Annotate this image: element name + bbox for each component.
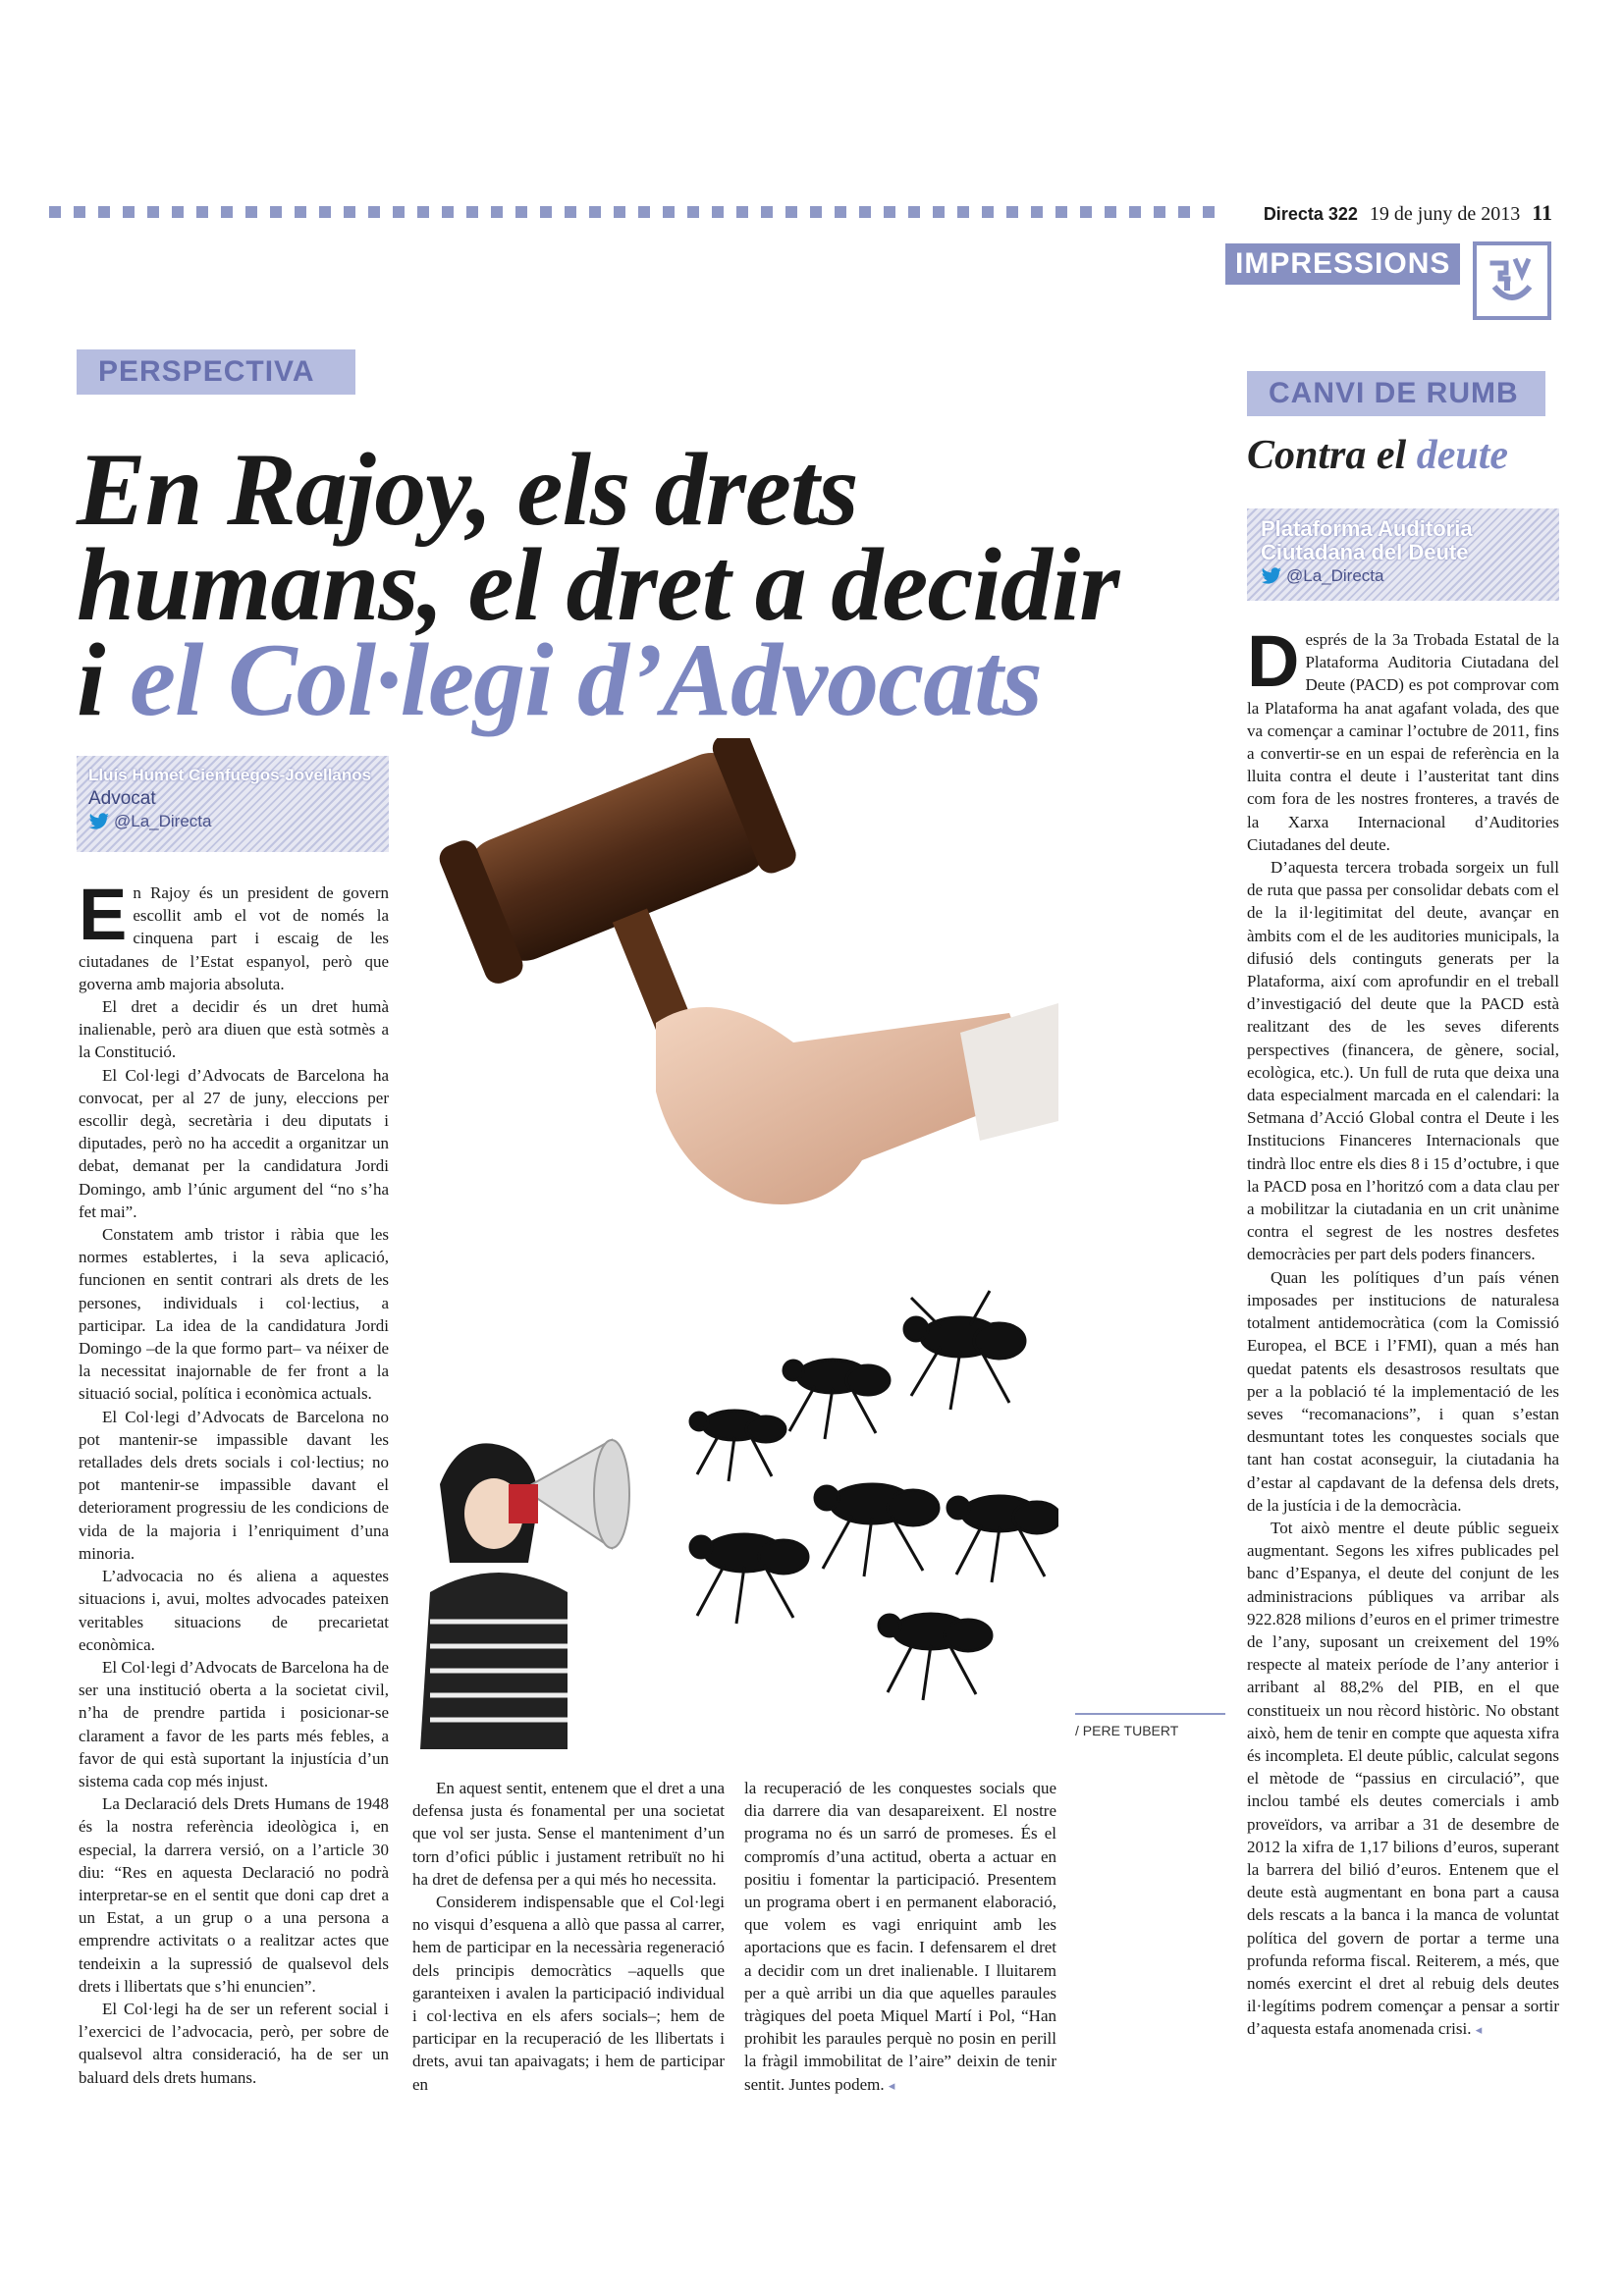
- article-paragraph: El Col·legi ha de ser un referent social i l’exercici de l’advocacia, però, per sobre de qualsevol altra consideració, ha de ser un baluard dels drets humans.: [79, 1999, 389, 2087]
- sidebar-column: [1247, 620, 1559, 2042]
- author-box: [77, 756, 389, 852]
- article-paragraph: Considerem indispensable que el Col·legi no visqui d’esquena a allò que passa al carrer, hem de participar en la necessària regeneració dels principis democràtics –aquells que garanteixen i avalen la participació individual i col·lectiva en els afers socials–; hem de participar en la recuperació de les llibertats i drets, avui tan apaivagats; i hem de participar en: [412, 1893, 725, 2094]
- page-folio: [1264, 200, 1552, 226]
- author-twitter: [88, 812, 377, 831]
- article-paragraph: la recuperació de les conquestes socials que dia darrere dia van desapareixent. El nostre programa no és un sarró de promeses. És el compromís d’una actitud, oberta a actuar en positiu i fomentar la participació. Presentem un programa obert i en permanent elaboració, que volem es vagi enriquint amb les aportacions que es facin. I defensarem el dret a decidir com un dret inalienable. I lluitarem per a què arribi un dia que aquelles paraules tràgiques del poeta Miquel Martí i Pol, “Han prohibit les paraules perquè no posin en perill la fràgil immobilitat de l’aire” deixin de tenir sentit. Juntes podem. ◂: [744, 1779, 1056, 2094]
- author-name: Lluís Humet Cienfuegos-Jovellanos: [88, 766, 372, 784]
- article-dropcap: E: [79, 874, 128, 955]
- sidebar-headline-prefix: Contra el: [1247, 433, 1407, 478]
- author-twitter-handle: @La_Directa: [114, 812, 212, 830]
- sidebar-author-name: Plataforma Auditoria Ciutadana del Deute: [1261, 516, 1473, 564]
- twitter-bird-icon: [88, 813, 110, 830]
- article-paragraph: El dret a decidir és un dret humà inalienable, però ara diuen que està sotmès a la Constitució.: [79, 997, 389, 1062]
- section-label: IMPRESSIONS: [1225, 243, 1460, 289]
- sidebar-twitter-handle: @La_Directa: [1286, 566, 1384, 585]
- sidebar-headline: [1247, 432, 1508, 479]
- header-dotted-rule: [49, 206, 1217, 218]
- article-paragraph: La Declaració dels Drets Humans de 1948 és la nostra referència ideològica i, en especial, la darrera versió, on a l’article 30 diu: “Res en aquesta Declaració no podrà interpretar-se en el sentit que doni cap dret a un Estat, a un grup o a una persona a emprendre activitats o a realitzar actes que tendeixin a la supressió de qualsevol dels drets i llibertats que s’hi enuncien”.: [79, 1794, 389, 1996]
- article-headline: [77, 432, 1206, 737]
- sidebar-paragraph: D’aquesta tercera trobada sorgeix un full de ruta que passa per consolidar debats com el de la il·legitimitat del deute, avançar en àmbits com el de les auditories municipals, la difusió dels continguts generats per la Plataforma, així com aprofundir en el treball d’investigació del deute que la PACD està realitzant des de les seves diferents perspectives (financera, de gènere, social, ecològica, etc.). Un full de ruta que deixa una data especialment marcada en el calendari: la Setmana d’Acció Global contra el Deute i les Institucions Financeres Internacionals que tindrà lloc entre els dies 8 i 15 d’octubre, i que la PACD posa en l’horitzó com a data clau per a mobilitzar la ciutadania en un crit unànime contra el segrest de les nostres desfetes democràcies per part dels poders financers.: [1247, 858, 1559, 1264]
- end-triangle-icon: ◂: [1475, 2022, 1483, 2038]
- megaphone-icon: [420, 1440, 629, 1749]
- twitter-bird-icon: [1261, 567, 1282, 585]
- sidebar-paragraph: Tot això mentre el deute públic segueix augmentant. Segons les xifres publicades pel banc d’Espanya, el deute del conjunt de les administracions públiques va arribar als 922.828 milions d’euros en el primer trimestre de l’any, suposant un creixement del 19% respecte al mateix període de l’any anterior i arribant al 88,2% del PIB, en el que constitueix un nou rècord històric. No obstant això, hem de tenir en compte que aquesta xifra és incompleta. El deute públic, calculat segons el mètode de “passius en circulació”, que inclou també els deutes comercials i amb proveïdors, va arribar a 31 de desembre de 2012 la xifra de 1,17 bilions d’euros, superant la barrera del bilió d’euros. Entenem que el deute està augmentant en bona part a causa dels rescats a la banca i la manca de voluntat política del govern de portar a terme una profunda reforma fiscal. Reiterem, a més, que només exercint el dret al rebuig dels deutes il·legítims podrem començar a pensar a sortir d’aquesta estafa anomenada crisi. ◂: [1247, 1518, 1559, 2039]
- issue-date: 19 de juny de 2013: [1369, 203, 1521, 225]
- article-section-tag: PERSPECTIVA: [77, 349, 355, 395]
- directa-face-logo-icon: [1473, 241, 1551, 320]
- article-column-2: [412, 1777, 725, 2096]
- article-paragraph: En aquest sentit, entenem que el dret a una defensa justa és fonamental per una societat que vol ser justa. Sense el manteniment d’un torn d’ofici públic i justament retribuït no hi ha dret de defensa per a qui més ho necessita.: [412, 1779, 725, 1889]
- photo-credit: / PERE TUBERT: [1075, 1713, 1225, 1738]
- sidebar-author-twitter: [1261, 566, 1545, 586]
- headline-line-3-highlight: el Col·legi d’Advocats: [129, 622, 1042, 737]
- gavel-and-megaphone-photo: [410, 738, 1058, 1749]
- sidebar-paragraph: esprés de la 3a Trobada Estatal de la Plataforma Auditoria Ciutadana del Deute (PACD) es pot comprovar com la Plataforma ha anat agafant volada, des que va començar a caminar l’octubre de 2011, fins a convertir-se en un espai de referència en la lluita contra el deute i l’austeritat tant dins com fora de les nostres fronteres, a través de la Xarxa Internacional d’Auditories Ciutadanes del deute.: [1247, 630, 1559, 854]
- headline-line-2: humans, el dret a decidir: [77, 527, 1119, 642]
- end-triangle-icon: ◂: [888, 2077, 895, 2093]
- article-column-3: [744, 1777, 1056, 2097]
- sidebar-paragraph: Quan les polítiques d’un país vénen imposades per institucions de naturalesa totalment antidemocràtica (com la Comissió Europea, el BCE i l’FMI), quan a més han quedat patents els desastrosos resultats que per a la població té la implementació de les seves “recomanacions”, i quan s’estan desmuntant totes les conquestes socials que tant han costat aconseguir, la ciutadania ha d’estar al capdavant de la defensa dels drets, de la justícia i de la democràcia.: [1247, 1267, 1559, 1515]
- article-paragraph: Constatem amb tristor i ràbia que les normes establertes, i la seva aplicació, funcionen en sentit contrari als drets de les persones, individuals i col·lectius, a participar. La idea de la candidatura Jordi Domingo –de la que formo part– va néixer de la necessitat inajornable de fer front a la situació social, política i econòmica actuals.: [79, 1225, 389, 1404]
- author-role: Advocat: [88, 788, 156, 809]
- sidebar-section-tag: CANVI DE RUMB: [1247, 371, 1545, 416]
- article-column-1: [79, 874, 389, 2089]
- article-paragraph: El Col·legi d’Advocats de Barcelona ha convocat, per al 27 de juny, eleccions per escollir degà, secretària i deu diputats i diputades, però no ha accedit a organitzar un debat, demanat per la candidatura Jordi Domingo, amb l’únic argument del “no s’ha fet mai”.: [79, 1065, 389, 1221]
- page-number: 11: [1532, 200, 1552, 225]
- headline-line-3-prefix: i: [77, 622, 105, 737]
- article-paragraph: El Col·legi d’Advocats de Barcelona no pot mantenir-se impassible davant les retallades dels drets socials i col·lectius; no pot mantenir-se impassible davant el deteriorament progressiu de les condicions de vida de la majoria i l’enriquiment d’una minoria.: [79, 1407, 389, 1563]
- article-paragraph: El Col·legi d’Advocats de Barcelona ha de ser una institució oberta a la societat civil, n’ha de prendre partida i posicionar-se clarament a favor de les parts més febles, a favor de qui està suportant la injustícia d’un sistema cada cop més injust.: [79, 1657, 389, 1790]
- sidebar-dropcap: D: [1247, 620, 1300, 702]
- headline-line-1: En Rajoy, els drets: [77, 432, 858, 547]
- article-paragraph: n Rajoy és un president de govern escollit amb el vot de només la cinquena part i escaig de les ciutadanes de l’Estat espanyol, però que governa amb majoria absoluta.: [79, 883, 389, 993]
- sidebar-author-box: [1247, 508, 1559, 601]
- publication-name: Directa 322: [1263, 204, 1358, 224]
- sidebar-headline-highlight: deute: [1416, 433, 1509, 478]
- article-paragraph: L’advocacia no és aliena a aquestes situacions i, avui, moltes advocades pateixen veritables situacions de precarietat econòmica.: [79, 1567, 389, 1654]
